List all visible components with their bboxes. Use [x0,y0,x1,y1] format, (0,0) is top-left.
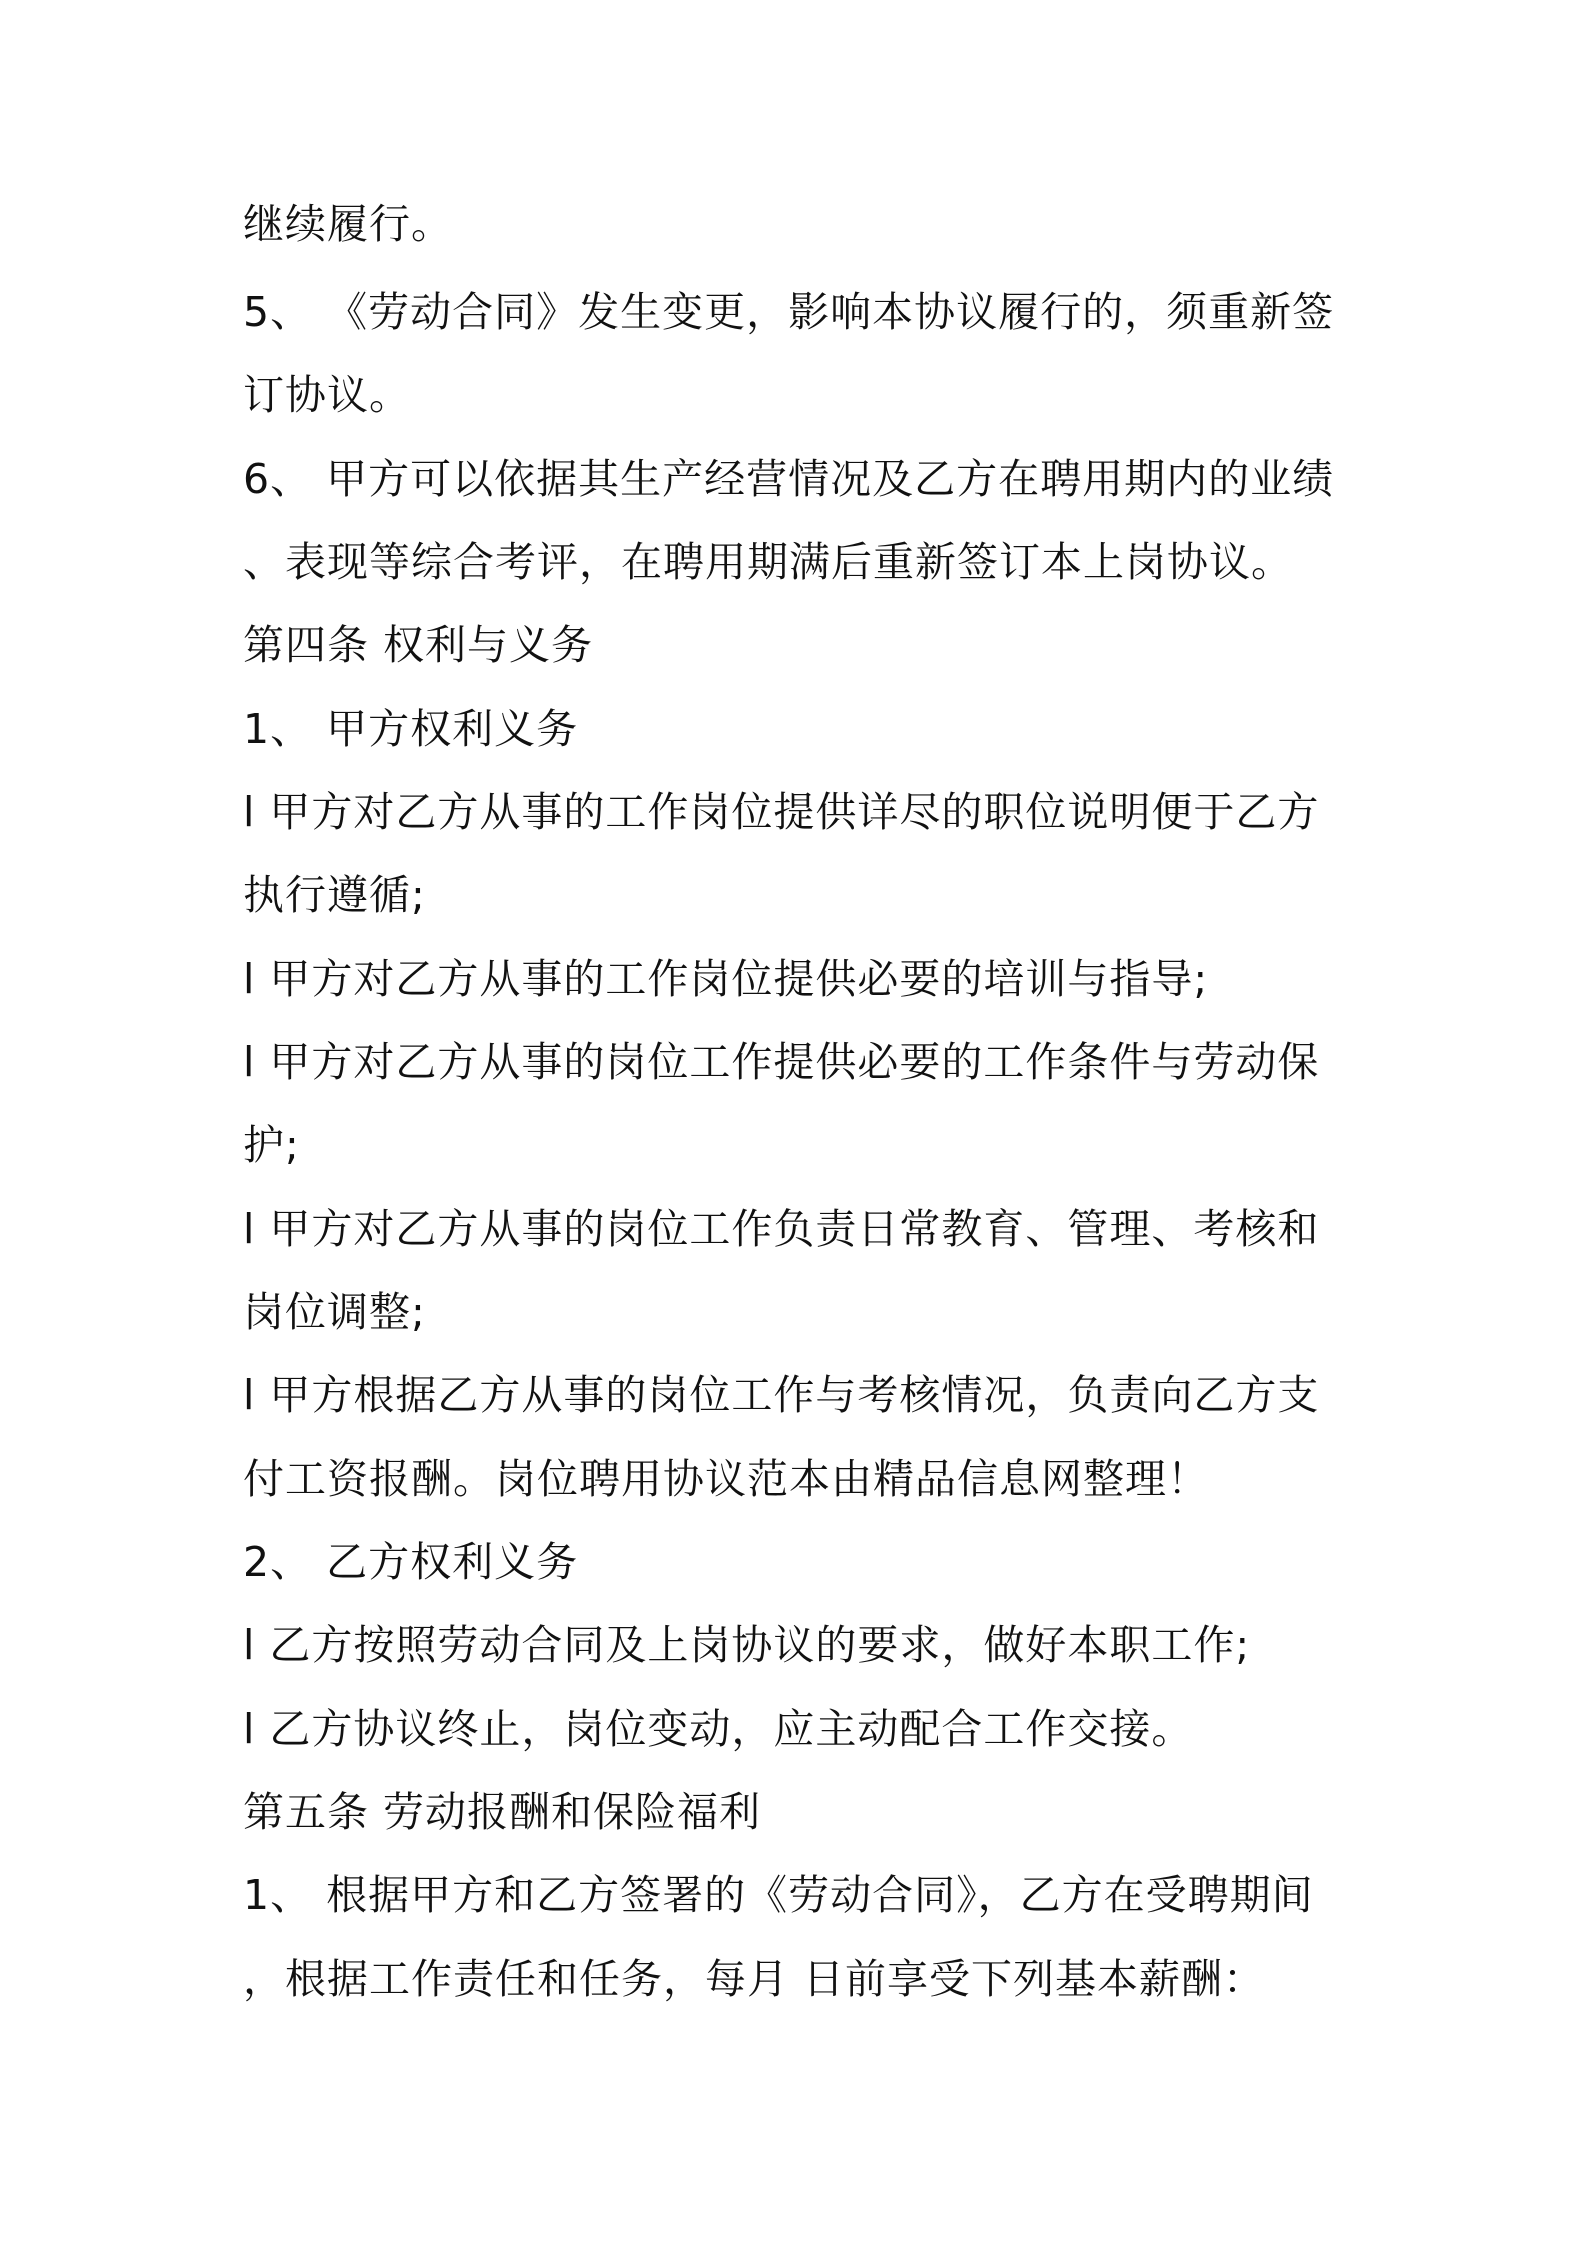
text-line: 6、 甲方可以依据其生产经营情况及乙方在聘用期内的业绩 [243,455,1335,503]
text-line: 2、 乙方权利义务 [243,1538,579,1586]
text-line: 岗位调整; [243,1288,426,1336]
text-line: 护; [243,1121,300,1169]
bullet-item: l 乙方按照劳动合同及上岗协议的要求，做好本职工作; [243,1621,1251,1669]
text-line: 继续履行。 [243,200,453,248]
section-heading: 第五条 劳动报酬和保险福利 [243,1788,762,1836]
bullet-item: l 甲方对乙方从事的岗位工作提供必要的工作条件与劳动保 [243,1038,1320,1086]
text-line: 、表现等综合考评，在聘用期满后重新签订本上岗协议。 [243,538,1293,586]
text-line: ，根据工作责任和任务，每月 日前享受下列基本薪酬： [243,1955,1266,2003]
text-line: 5、 《劳动合同》发生变更，影响本协议履行的，须重新签 [243,288,1335,336]
bullet-item: l 甲方对乙方从事的工作岗位提供必要的培训与指导; [243,955,1209,1003]
text-line: 1、 甲方权利义务 [243,705,579,753]
bullet-item: l 乙方协议终止，岗位变动，应主动配合工作交接。 [243,1705,1194,1753]
text-line: 付工资报酬。岗位聘用协议范本由精品信息网整理！ [243,1455,1209,1503]
bullet-item: l 甲方对乙方从事的岗位工作负责日常教育、管理、考核和 [243,1205,1320,1253]
bullet-item: l 甲方根据乙方从事的岗位工作与考核情况，负责向乙方支 [243,1371,1320,1419]
text-line: 订协议。 [243,371,411,419]
text-line: 1、 根据甲方和乙方签署的《劳动合同》，乙方在受聘期间 [243,1871,1314,1919]
text-line: 执行遵循; [243,871,426,919]
bullet-item: l 甲方对乙方从事的工作岗位提供详尽的职位说明便于乙方 [243,788,1320,836]
section-heading: 第四条 权利与义务 [243,621,594,669]
